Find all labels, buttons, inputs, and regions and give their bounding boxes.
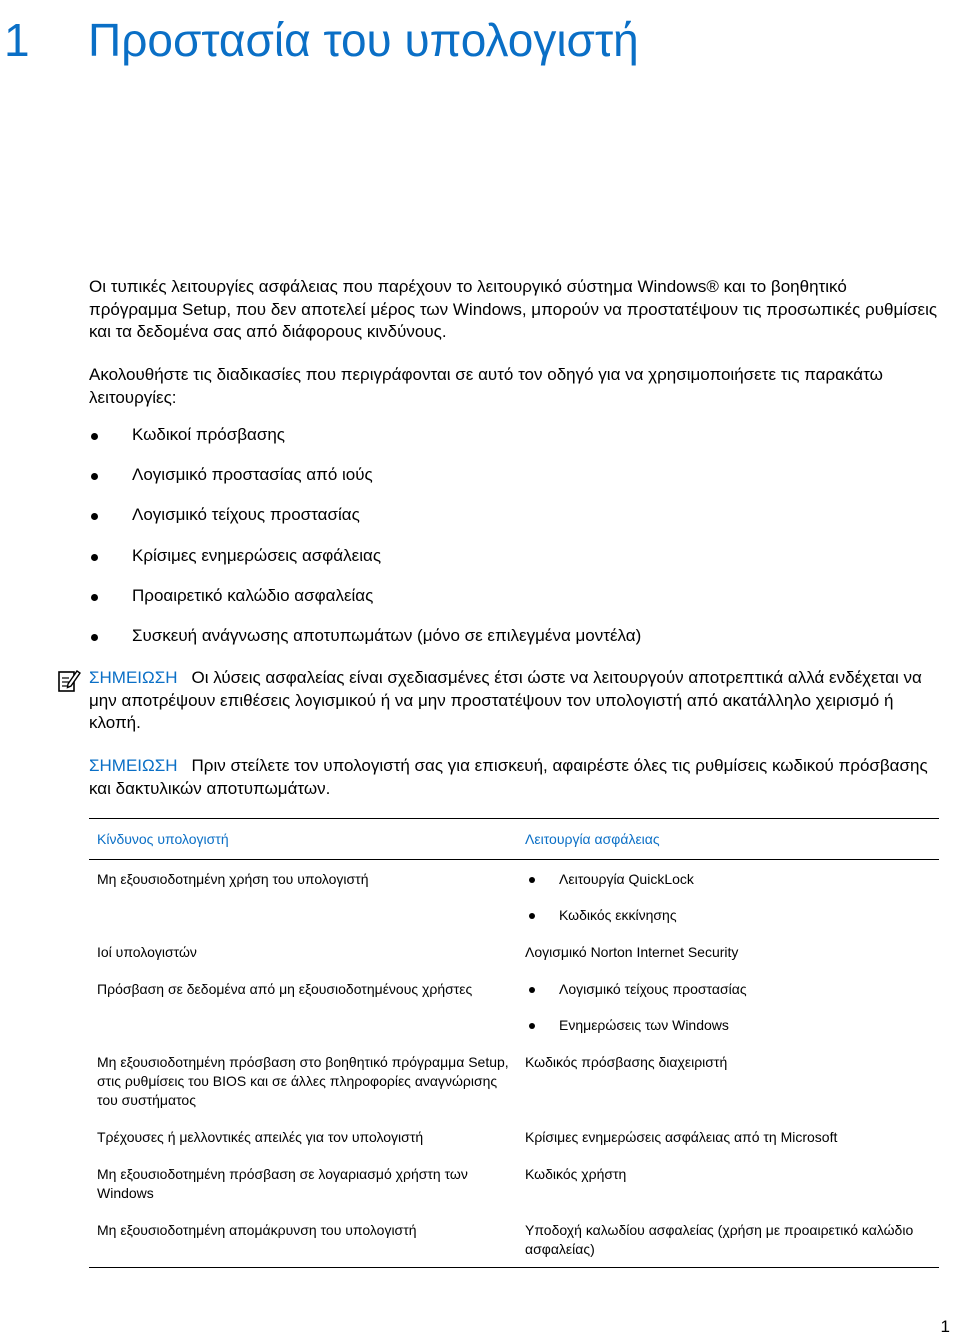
note-label: ΣΗΜΕΙΩΣΗ bbox=[89, 756, 178, 775]
feature-item-critical-updates: Κρίσιμες ενημερώσεις ασφάλειας bbox=[89, 545, 641, 585]
feature-item-passwords: Κωδικοί πρόσβασης bbox=[89, 424, 641, 464]
risk-cell: Ιοί υπολογιστών bbox=[97, 944, 197, 960]
table-row bbox=[89, 970, 939, 1043]
risk-feature-table bbox=[89, 818, 939, 1268]
instructions-paragraph: Ακολουθήστε τις διαδικασίες που περιγράφονται σε αυτό τον οδηγό για να χρησιμοποιήσετε τις παρακάτω λειτουργίες: bbox=[89, 365, 883, 407]
note-text: Πριν στείλετε τον υπολογιστή σας για επισκευή, αφαιρέστε όλες τις ρυθμίσεις κωδικού πρόσβασης και δακτυλικών αποτυπωμάτων. bbox=[89, 756, 928, 798]
table-header-feature: Λειτουργία ασφάλειας bbox=[517, 819, 939, 860]
table-row bbox=[89, 1211, 939, 1268]
feature-item-fingerprint-reader: Συσκευή ανάγνωσης αποτυπωμάτων (μόνο σε επιλεγμένα μοντέλα) bbox=[89, 625, 641, 665]
feature-item-antivirus: Λογισμικό προστασίας από ιούς bbox=[89, 464, 641, 504]
feature-bullet-item: Ενημερώσεις των Windows bbox=[525, 1016, 933, 1035]
feature-item: Κωδικός πρόσβασης διαχειριστή bbox=[525, 1054, 728, 1070]
feature-item: Κωδικός χρήστη bbox=[525, 1166, 627, 1182]
table-row bbox=[89, 933, 939, 970]
note-text: Οι λύσεις ασφαλείας είναι σχεδιασμένες έτσι ώστε να λειτουργούν αποτρεπτικά αλλά ενδέχεται να μην αποτρέψουν επιθέσεις λογισμικού ή να μην προστατέψουν τον υπολογιστή από ακατάλληλο χειρισμό ή κλοπή. bbox=[89, 668, 922, 732]
intro-paragraph: Οι τυπικές λειτουργίες ασφάλειας που παρέχουν το λειτουργικό σύστημα Windows® και το βοηθητικό πρόγραμμα Setup, που δεν αποτελεί μέρος των Windows, μπορούν να προστατέψουν τις προσωπικές ρυθμίσεις και τα δεδομένα σας από διάφορους κινδύνους. bbox=[89, 277, 938, 341]
note-security-limits bbox=[89, 667, 939, 735]
feature-cell bbox=[517, 933, 939, 970]
risk-cell: Πρόσβαση σε δεδομένα από μη εξουσιοδοτημένους χρήστες bbox=[97, 981, 473, 997]
feature-item: Κρίσιμες ενημερώσεις ασφάλειας από τη Microsoft bbox=[525, 1129, 838, 1145]
feature-item: Υποδοχή καλωδίου ασφαλείας (χρήση με προαιρετικό καλώδιο ασφαλείας) bbox=[525, 1222, 914, 1257]
risk-cell: Μη εξουσιοδοτημένη πρόσβαση στο βοηθητικό πρόγραμμα Setup, στις ρυθμίσεις του BIOS και σε άλλες πληροφορίες αναγνώρισης του συστήματος bbox=[97, 1054, 509, 1108]
feature-bullet-item: Λογισμικό τείχους προστασίας bbox=[525, 980, 933, 999]
feature-cell bbox=[517, 970, 939, 1043]
feature-list bbox=[89, 424, 641, 665]
risk-cell: Τρέχουσες ή μελλοντικές απειλές για τον υπολογιστή bbox=[97, 1129, 424, 1145]
risk-cell: Μη εξουσιοδοτημένη χρήση του υπολογιστή bbox=[89, 860, 517, 934]
feature-bullet-item: Κωδικός εκκίνησης bbox=[525, 906, 933, 925]
risk-cell: Μη εξουσιοδοτημένη πρόσβαση σε λογαριασμό χρήστη των Windows bbox=[97, 1166, 468, 1201]
table-row bbox=[89, 860, 939, 934]
table-header-risk: Κίνδυνος υπολογιστή bbox=[89, 819, 517, 860]
page-number: 1 bbox=[940, 1317, 950, 1336]
feature-cell bbox=[517, 1155, 939, 1211]
table-row bbox=[89, 1118, 939, 1155]
note-before-repair bbox=[89, 755, 939, 800]
chapter-title bbox=[0, 12, 639, 68]
risk-cell: Μη εξουσιοδοτημένη απομάκρυνση του υπολογιστή bbox=[89, 1211, 517, 1268]
feature-cell bbox=[517, 1118, 939, 1155]
feature-cell bbox=[517, 1043, 939, 1118]
chapter-number: 1 bbox=[4, 14, 30, 66]
table-row bbox=[89, 1155, 939, 1211]
note-pencil-icon bbox=[57, 667, 81, 693]
table-row bbox=[89, 1043, 939, 1118]
feature-item: Λογισμικό Norton Internet Security bbox=[525, 944, 739, 960]
note-label: ΣΗΜΕΙΩΣΗ bbox=[89, 668, 178, 687]
feature-cell bbox=[517, 1211, 939, 1268]
feature-bullet-item: Λειτουργία QuickLock bbox=[525, 870, 933, 889]
feature-item-security-cable: Προαιρετικό καλώδιο ασφαλείας bbox=[89, 585, 641, 625]
feature-item-firewall: Λογισμικό τείχους προστασίας bbox=[89, 504, 641, 544]
chapter-title-text: Προστασία του υπολογιστή bbox=[88, 14, 639, 66]
table-body bbox=[89, 860, 939, 1268]
feature-cell bbox=[517, 860, 939, 934]
